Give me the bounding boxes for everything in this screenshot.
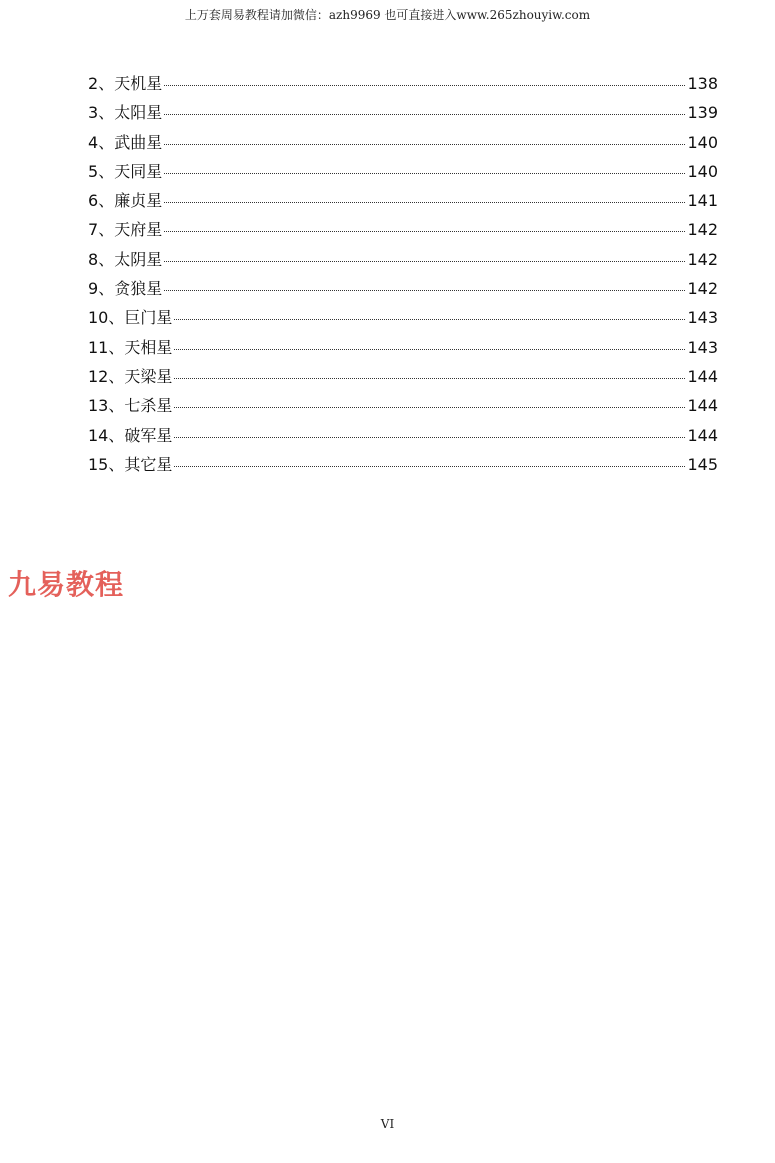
toc-entry-separator: 、 [108, 454, 125, 474]
toc-entry-separator: 、 [108, 308, 125, 328]
toc-entry-separator: 、 [98, 103, 115, 123]
toc-entry-title: 天同星 [114, 161, 163, 181]
toc-dot-leader [174, 349, 685, 350]
toc-entry-page: 139 [687, 103, 718, 123]
toc-entry-title: 太阴星 [114, 249, 163, 269]
toc-entry-number: 4 [88, 132, 99, 152]
page-number: VI [380, 1117, 395, 1131]
toc-entry-title: 天相星 [124, 337, 173, 357]
toc-entry-number: 9 [88, 279, 99, 299]
toc-entry-page: 140 [687, 161, 718, 181]
toc-entry-page: 145 [687, 454, 718, 474]
toc-entry-separator: 、 [108, 366, 125, 386]
toc-entry-number: 15 [88, 454, 109, 474]
toc-entry [88, 130, 718, 159]
toc-entry-title: 太阳星 [114, 103, 163, 123]
toc-entry-page: 138 [687, 74, 718, 93]
toc-entry-title: 贪狼星 [114, 279, 163, 299]
toc-entry [88, 364, 718, 393]
toc-entry-title: 天府星 [114, 220, 163, 240]
toc-entry-separator: 、 [98, 191, 115, 211]
toc-entry-number: 13 [88, 396, 109, 416]
toc-dot-leader [174, 437, 685, 438]
watermark-logo: 九易教程 [8, 568, 125, 601]
toc-dot-leader [164, 290, 685, 291]
toc-entry-page: 141 [687, 191, 718, 211]
toc-entry [88, 71, 718, 100]
toc-entry [88, 188, 718, 217]
toc-entry-number: 6 [88, 191, 99, 211]
toc-entry-title: 破军星 [124, 425, 173, 445]
toc-entry [88, 305, 718, 334]
toc-dot-leader [174, 378, 685, 379]
toc-dot-leader [164, 85, 685, 86]
toc-entry-page: 140 [687, 132, 718, 152]
toc-dot-leader [164, 231, 685, 232]
toc-entry-separator: 、 [108, 396, 125, 416]
toc-dot-leader [164, 261, 685, 262]
toc-entry-number: 11 [88, 337, 109, 357]
toc-entry-title: 武曲星 [114, 132, 163, 152]
toc-entry-page: 142 [687, 249, 718, 269]
toc-entry-number: 10 [88, 308, 109, 328]
toc-entry [88, 100, 718, 129]
toc-entry-separator: 、 [98, 279, 115, 299]
toc-entry-number: 7 [88, 220, 99, 240]
toc-entry-number: 8 [88, 249, 99, 269]
toc-entry-separator: 、 [98, 249, 115, 269]
toc-entry-title: 天机星 [114, 74, 163, 93]
toc-entry-separator: 、 [108, 425, 125, 445]
toc-entry-number: 2 [88, 74, 99, 93]
toc-dot-leader [174, 407, 685, 408]
toc-entry-page: 142 [687, 220, 718, 240]
toc-entry-number: 3 [88, 103, 99, 123]
toc-dot-leader [164, 144, 685, 145]
toc-entry-page: 144 [687, 366, 718, 386]
toc-entry-page: 143 [687, 308, 718, 328]
toc-entry-separator: 、 [98, 220, 115, 240]
toc-entry-title: 天梁星 [124, 366, 173, 386]
toc-entry-separator: 、 [98, 161, 115, 181]
toc-entry [88, 217, 718, 246]
toc-entry-title: 巨门星 [124, 308, 173, 328]
toc-entry [88, 335, 718, 364]
toc-dot-leader [164, 202, 685, 203]
table-of-contents [88, 71, 718, 481]
toc-entry [88, 423, 718, 452]
toc-entry-separator: 、 [98, 132, 115, 152]
page-header: 上万套周易教程请加微信：azh9969 也可直接进入www.265zhouyiw.com [184, 8, 591, 22]
toc-entry-page: 142 [687, 279, 718, 299]
toc-entry [88, 159, 718, 188]
toc-entry-number: 12 [88, 366, 109, 386]
toc-entry-title: 廉贞星 [114, 191, 163, 211]
toc-entry [88, 247, 718, 276]
toc-entry-page: 144 [687, 396, 718, 416]
toc-entry-number: 5 [88, 161, 99, 181]
toc-entry [88, 393, 718, 422]
toc-entry-page: 144 [687, 425, 718, 445]
toc-entry-number: 14 [88, 425, 109, 445]
toc-entry-separator: 、 [98, 74, 115, 93]
toc-entry-separator: 、 [108, 337, 125, 357]
toc-entry [88, 276, 718, 305]
toc-entry-title: 其它星 [124, 454, 173, 474]
toc-dot-leader [174, 319, 685, 320]
toc-dot-leader [164, 114, 685, 115]
toc-entry-page: 143 [687, 337, 718, 357]
toc-entry-title: 七杀星 [124, 396, 173, 416]
toc-dot-leader [174, 466, 685, 467]
toc-dot-leader [164, 173, 685, 174]
toc-entry [88, 452, 718, 481]
